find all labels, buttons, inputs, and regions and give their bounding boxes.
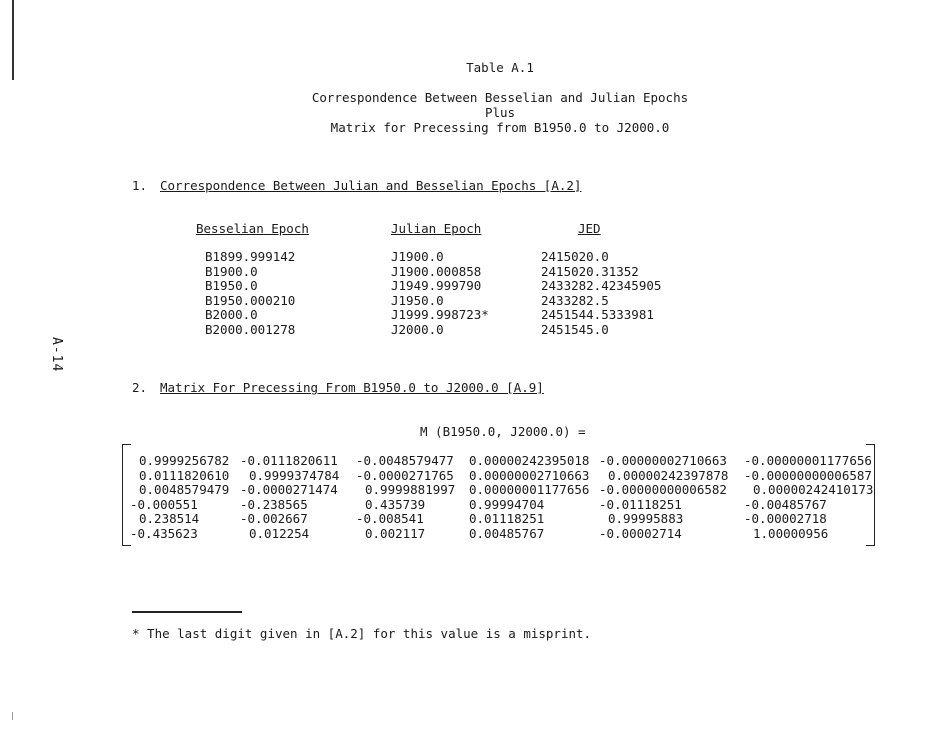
jed-column bbox=[541, 250, 661, 337]
matrix-cell: -0.00002718 bbox=[744, 511, 827, 526]
matrix-cell: -0.01118251 bbox=[599, 496, 682, 512]
table-cell: J1949.999790 bbox=[391, 278, 482, 293]
matrix-cell: -0.000551 bbox=[130, 496, 198, 512]
matrix-column-1 bbox=[130, 454, 229, 541]
besselian-epoch-column bbox=[205, 250, 295, 337]
matrix-cell: 0.9999256782 bbox=[139, 453, 230, 468]
matrix-cell: 0.9999881997 bbox=[365, 482, 456, 497]
matrix-cell: -0.0000271474 bbox=[240, 482, 338, 497]
matrix-cell: -0.435623 bbox=[130, 525, 198, 541]
matrix-cell: 0.002117 bbox=[365, 525, 426, 541]
matrix-column-3 bbox=[356, 454, 455, 541]
matrix-cell: 0.00485767 bbox=[469, 525, 545, 541]
matrix-cell: -0.00000000006582 bbox=[599, 482, 727, 497]
matrix-label: M (B1950.0, J2000.0) = bbox=[420, 424, 586, 439]
matrix-cell: 0.00000242395018 bbox=[469, 453, 590, 468]
table-title: Table A.1 bbox=[466, 60, 534, 75]
table-cell: J1900.0 bbox=[391, 249, 444, 264]
scan-edge-tick bbox=[12, 712, 13, 720]
matrix-cell: 0.00000242397878 bbox=[608, 467, 729, 483]
julian-epoch-column bbox=[391, 250, 489, 337]
table-cell: B1900.0 bbox=[205, 263, 258, 279]
matrix-cell: 0.99995883 bbox=[608, 511, 684, 526]
table-cell: J2000.0 bbox=[391, 321, 444, 337]
section-1-heading: Correspondence Between Julian and Besselian Epochs [A.2] bbox=[160, 178, 582, 193]
table-cell: 2451545.0 bbox=[541, 321, 609, 337]
column-header-besselian: Besselian Epoch bbox=[196, 221, 309, 236]
matrix-cell: 0.238514 bbox=[139, 511, 200, 526]
section-2-heading: Matrix For Precessing From B1950.0 to J2000.0 [A.9] bbox=[160, 380, 544, 395]
table-cell: J1950.0 bbox=[391, 292, 444, 308]
table-cell: J1999.998723* bbox=[391, 307, 489, 322]
matrix-cell: -0.00000000006587 bbox=[744, 467, 872, 483]
table-cell: 2451544.5333981 bbox=[541, 307, 654, 322]
page-number: A-14 bbox=[49, 337, 64, 373]
section-2-number: 2. bbox=[132, 380, 148, 395]
scan-edge-line bbox=[12, 0, 14, 80]
matrix-cell: 0.00000001177656 bbox=[469, 482, 590, 497]
matrix-cell: -0.00485767 bbox=[744, 496, 827, 512]
matrix-cell: 0.0048579479 bbox=[139, 482, 230, 497]
footnote: * The last digit given in [A.2] for this value is a misprint. bbox=[132, 626, 592, 641]
matrix-cell: 0.9999374784 bbox=[249, 467, 340, 483]
matrix-cell: -0.0111820611 bbox=[240, 453, 338, 468]
matrix-cell: 0.01118251 bbox=[469, 511, 545, 526]
table-cell: 2415020.31352 bbox=[541, 263, 639, 279]
column-header-julian: Julian Epoch bbox=[391, 221, 482, 236]
matrix-column-6 bbox=[744, 454, 873, 541]
table-cell: 2415020.0 bbox=[541, 249, 609, 264]
column-header-jed: JED bbox=[578, 221, 601, 236]
table-subtitle-1: Correspondence Between Besselian and Julian Epochs bbox=[311, 90, 689, 105]
matrix-cell: -0.238565 bbox=[240, 496, 308, 512]
matrix-cell: -0.00000001177656 bbox=[744, 453, 872, 468]
matrix-cell: -0.008541 bbox=[356, 511, 424, 526]
table-subtitle-3: Matrix for Precessing from B1950.0 to J2000.0 bbox=[330, 120, 670, 135]
table-cell: B2000.0 bbox=[205, 307, 258, 322]
table-cell: 2433282.5 bbox=[541, 292, 609, 308]
table-cell: B2000.001278 bbox=[205, 321, 296, 337]
matrix-cell: 0.435739 bbox=[365, 496, 426, 512]
table-cell: 2433282.42345905 bbox=[541, 278, 662, 293]
footnote-rule bbox=[132, 611, 242, 613]
matrix-column-2 bbox=[240, 454, 339, 541]
matrix-cell: 0.012254 bbox=[249, 525, 310, 541]
table-cell: J1900.000858 bbox=[391, 263, 482, 279]
matrix-cell: 0.99994704 bbox=[469, 496, 545, 512]
matrix-cell: 0.0111820610 bbox=[139, 467, 230, 483]
matrix-cell: 0.00000002710663 bbox=[469, 467, 590, 483]
matrix-column-5 bbox=[599, 454, 728, 541]
table-subtitle-2: Plus bbox=[484, 105, 516, 120]
table-cell: B1950.0 bbox=[205, 278, 258, 293]
matrix-cell: -0.0000271765 bbox=[356, 467, 454, 483]
matrix-cell: -0.00000002710663 bbox=[599, 453, 727, 468]
matrix-cell: -0.0048579477 bbox=[356, 453, 454, 468]
matrix-cell: -0.00002714 bbox=[599, 525, 682, 541]
table-cell: B1899.999142 bbox=[205, 249, 296, 264]
table-cell: B1950.000210 bbox=[205, 292, 296, 308]
matrix-cell: 0.00000242410173 bbox=[753, 482, 874, 497]
matrix-cell: -0.002667 bbox=[240, 511, 308, 526]
section-1-number: 1. bbox=[132, 178, 148, 193]
matrix-cell: 1.00000956 bbox=[753, 525, 829, 541]
matrix-column-4 bbox=[469, 454, 589, 541]
